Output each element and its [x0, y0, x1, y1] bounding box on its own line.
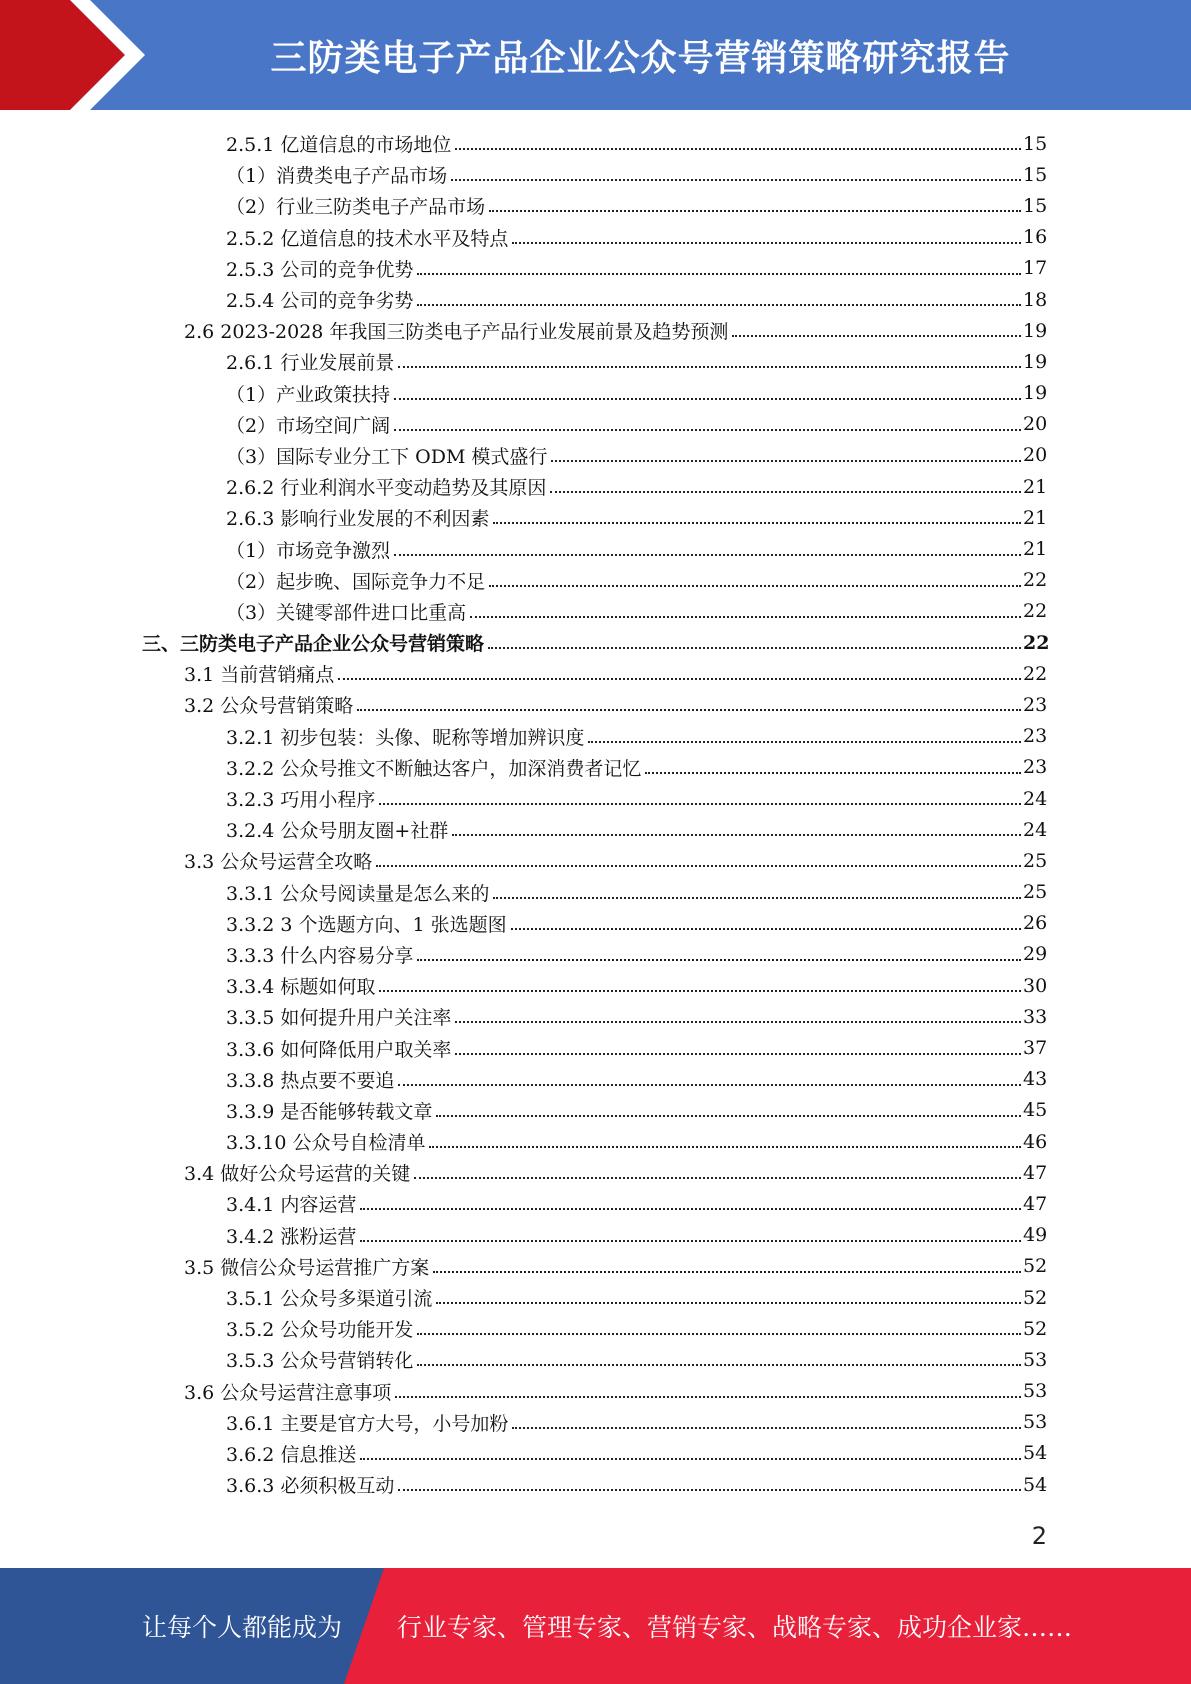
toc-entry-label: 3.3.5 如何提升用户关注率 — [226, 1007, 452, 1030]
toc-entry-page: 15 — [1023, 194, 1048, 217]
toc-dot-leader — [436, 1301, 1021, 1304]
footer-band — [0, 1568, 1191, 1684]
toc-entry[interactable] — [0, 1064, 1191, 1095]
toc-entry[interactable] — [0, 502, 1191, 533]
toc-entry-label: 3.5.2 公众号功能开发 — [226, 1319, 414, 1342]
toc-entry-label: 3.3.6 如何降低用户取关率 — [226, 1038, 452, 1061]
toc-entry-page: 19 — [1023, 382, 1048, 405]
toc-entry-label: （2）市场空间广阔 — [226, 414, 391, 437]
toc-entry-page: 23 — [1023, 725, 1048, 748]
toc-entry-page: 20 — [1023, 444, 1048, 467]
toc-entry-page: 49 — [1023, 1224, 1048, 1247]
toc-dot-leader — [551, 459, 1021, 462]
toc-entry[interactable] — [0, 1220, 1191, 1251]
toc-dot-leader — [455, 1052, 1021, 1055]
toc-entry-label: 3.3.8 热点要不要追 — [226, 1069, 395, 1092]
toc-entry-page: 53 — [1023, 1348, 1048, 1371]
toc-entry[interactable] — [0, 1126, 1191, 1157]
toc-entry-label: 3.2.2 公众号推文不断触达客户，加深消费者记忆 — [226, 757, 642, 780]
toc-entry[interactable] — [0, 1469, 1191, 1500]
toc-dot-leader — [433, 1270, 1021, 1273]
toc-entry[interactable] — [0, 1313, 1191, 1344]
toc-dot-leader — [493, 896, 1021, 899]
toc-dot-leader — [360, 1207, 1021, 1210]
toc-entry[interactable] — [0, 627, 1191, 658]
toc-entry-label: 3.2.1 初步包装：头像、昵称等增加辨识度 — [226, 726, 585, 749]
toc-dot-leader — [436, 1114, 1021, 1117]
toc-entry-label: 3.6.1 主要是官方大号，小号加粉 — [226, 1412, 509, 1435]
toc-dot-leader — [414, 1176, 1021, 1179]
toc-entry-label: （1）消费类电子产品市场 — [226, 165, 448, 188]
toc-dot-leader — [470, 615, 1021, 618]
toc-entry[interactable] — [0, 378, 1191, 409]
toc-entry-page: 54 — [1023, 1442, 1048, 1465]
toc-entry-label: 3.4.1 内容运营 — [226, 1194, 357, 1217]
toc-entry-label: 3.5.1 公众号多渠道引流 — [226, 1288, 433, 1311]
toc-entry[interactable] — [0, 596, 1191, 627]
toc-dot-leader — [429, 1145, 1021, 1148]
header-band — [0, 0, 1191, 110]
toc-entry-label: （3）国际专业分工下 ODM 模式盛行 — [226, 445, 548, 468]
toc-dot-leader — [417, 272, 1021, 275]
toc-entry-page: 22 — [1023, 600, 1048, 623]
toc-dot-leader — [357, 708, 1021, 711]
toc-entry-page: 46 — [1023, 1130, 1048, 1153]
toc-entry-label: （1）产业政策扶持 — [226, 383, 391, 406]
toc-entry[interactable] — [0, 721, 1191, 752]
toc-dot-leader — [489, 584, 1021, 587]
toc-entry[interactable] — [0, 845, 1191, 876]
toc-dot-leader — [488, 646, 1021, 649]
toc-entry[interactable] — [0, 1438, 1191, 1469]
toc-dot-leader — [417, 958, 1021, 961]
toc-entry-page: 37 — [1023, 1037, 1048, 1060]
table-of-contents — [0, 128, 1191, 1500]
toc-entry-page: 52 — [1023, 1255, 1048, 1278]
footer-slogan-left: 让每个人都能成为 — [142, 1613, 343, 1642]
toc-dot-leader — [394, 397, 1021, 400]
toc-entry-page: 29 — [1023, 943, 1048, 966]
toc-entry-label: 3.2 公众号营销策略 — [184, 695, 354, 718]
toc-entry-page: 23 — [1023, 693, 1048, 716]
toc-entry[interactable] — [0, 1344, 1191, 1375]
toc-entry[interactable] — [0, 409, 1191, 440]
toc-entry-label: 2.6.1 行业发展前景 — [226, 352, 395, 375]
toc-dot-leader — [455, 1020, 1021, 1023]
toc-dot-leader — [588, 740, 1021, 743]
toc-dot-leader — [398, 365, 1021, 368]
toc-entry-label: 3.2.3 巧用小程序 — [226, 789, 376, 812]
toc-entry-label: 3.3.4 标题如何取 — [226, 976, 376, 999]
toc-entry[interactable] — [0, 1095, 1191, 1126]
toc-entry-label: 3.3.1 公众号阅读量是怎么来的 — [226, 882, 490, 905]
toc-entry-label: 2.5.1 亿道信息的市场地位 — [226, 134, 452, 157]
toc-dot-leader — [493, 521, 1021, 524]
toc-dot-leader — [398, 1083, 1021, 1086]
toc-entry-page: 18 — [1023, 288, 1048, 311]
toc-entry-label: 3.3.3 什么内容易分享 — [226, 944, 414, 967]
toc-entry-page: 47 — [1023, 1192, 1048, 1215]
toc-entry-label: 三、三防类电子产品企业公众号营销策略 — [142, 633, 485, 656]
toc-entry[interactable] — [0, 190, 1191, 221]
toc-dot-leader — [451, 178, 1021, 181]
toc-entry-label: 2.6 2023-2028 年我国三防类电子产品行业发展前景及趋势预测 — [184, 321, 729, 344]
toc-dot-leader — [645, 771, 1021, 774]
toc-entry-label: 3.3.2 3 个选题方向、1 张选题图 — [226, 913, 507, 936]
toc-entry-page: 19 — [1023, 350, 1048, 373]
page-number: 2 — [1031, 1522, 1047, 1550]
toc-entry[interactable] — [0, 284, 1191, 315]
toc-dot-leader — [360, 1457, 1021, 1460]
toc-entry-page: 53 — [1023, 1411, 1048, 1434]
toc-entry-label: 3.3 公众号运营全攻略 — [184, 851, 373, 874]
toc-entry-page: 52 — [1023, 1317, 1048, 1340]
toc-entry-label: 2.6.2 行业利润水平变动趋势及其原因 — [226, 477, 547, 500]
toc-entry-label: （2）起步晚、国际竞争力不足 — [226, 570, 486, 593]
footer-slogan-right: 行业专家、管理专家、营销专家、战略专家、成功企业家…… — [397, 1613, 1073, 1642]
toc-entry-page: 22 — [1023, 662, 1048, 685]
toc-entry-label: 3.4.2 涨粉运营 — [226, 1225, 357, 1248]
toc-entry-page: 22 — [1023, 569, 1048, 592]
toc-entry[interactable] — [0, 565, 1191, 596]
toc-entry-label: 3.6.2 信息推送 — [226, 1443, 357, 1466]
toc-entry[interactable] — [0, 689, 1191, 720]
toc-entry-page: 21 — [1023, 475, 1048, 498]
toc-entry-label: （2）行业三防类电子产品市场 — [226, 196, 486, 219]
toc-entry[interactable] — [0, 222, 1191, 253]
toc-dot-leader — [511, 927, 1021, 930]
toc-entry[interactable] — [0, 939, 1191, 970]
toc-entry-page: 15 — [1023, 163, 1048, 186]
toc-entry[interactable] — [0, 346, 1191, 377]
toc-entry-page: 24 — [1023, 818, 1048, 841]
toc-entry[interactable] — [0, 440, 1191, 471]
toc-entry[interactable] — [0, 1032, 1191, 1063]
toc-entry[interactable] — [0, 128, 1191, 159]
toc-entry[interactable] — [0, 752, 1191, 783]
toc-entry-page: 25 — [1023, 881, 1048, 904]
toc-dot-leader — [732, 334, 1021, 337]
toc-dot-leader — [550, 490, 1021, 493]
toc-entry[interactable] — [0, 970, 1191, 1001]
toc-entry[interactable] — [0, 471, 1191, 502]
toc-entry-label: 3.5.3 公众号营销转化 — [226, 1350, 414, 1373]
toc-entry-label: （3）关键零部件进口比重高 — [226, 601, 467, 624]
toc-entry-label: 3.2.4 公众号朋友圈+社群 — [226, 820, 449, 843]
toc-entry[interactable] — [0, 783, 1191, 814]
toc-entry-label: （1）市场竞争激烈 — [226, 539, 391, 562]
toc-entry[interactable] — [0, 253, 1191, 284]
toc-dot-leader — [394, 428, 1021, 431]
toc-entry-page: 15 — [1023, 132, 1048, 155]
toc-dot-leader — [489, 209, 1021, 212]
toc-dot-leader — [394, 553, 1021, 556]
toc-dot-leader — [512, 241, 1021, 244]
toc-entry[interactable] — [0, 533, 1191, 564]
toc-entry[interactable] — [0, 1376, 1191, 1407]
toc-entry-label: 3.3.9 是否能够转载文章 — [226, 1100, 433, 1123]
toc-entry-page: 53 — [1023, 1380, 1048, 1403]
toc-dot-leader — [395, 1395, 1021, 1398]
toc-entry[interactable] — [0, 1188, 1191, 1219]
toc-entry-label: 3.3.10 公众号自检清单 — [226, 1132, 426, 1155]
toc-dot-leader — [417, 1332, 1021, 1335]
toc-entry-page: 19 — [1023, 319, 1048, 342]
toc-entry[interactable] — [0, 1282, 1191, 1313]
toc-entry[interactable] — [0, 877, 1191, 908]
toc-dot-leader — [452, 833, 1021, 836]
toc-entry-page: 17 — [1023, 257, 1048, 280]
toc-entry-page: 25 — [1023, 849, 1048, 872]
toc-dot-leader — [398, 1488, 1021, 1491]
toc-entry-label: 3.6.3 必须积极互动 — [226, 1475, 395, 1498]
report-title: 三防类电子产品企业公众号营销策略研究报告 — [270, 37, 1011, 79]
toc-entry-page: 47 — [1023, 1161, 1048, 1184]
toc-dot-leader — [379, 989, 1021, 992]
toc-dot-leader — [338, 677, 1021, 680]
toc-entry-label: 2.6.3 影响行业发展的不利因素 — [226, 508, 490, 531]
toc-entry[interactable] — [0, 1407, 1191, 1438]
toc-entry-page: 16 — [1023, 226, 1048, 249]
toc-entry[interactable] — [0, 315, 1191, 346]
toc-entry-label: 2.5.2 亿道信息的技术水平及特点 — [226, 227, 509, 250]
toc-entry-page: 52 — [1023, 1286, 1048, 1309]
toc-dot-leader — [360, 1239, 1021, 1242]
toc-dot-leader — [376, 864, 1021, 867]
toc-entry-page: 23 — [1023, 756, 1048, 779]
toc-entry[interactable] — [0, 1001, 1191, 1032]
toc-entry-page: 22 — [1023, 631, 1050, 654]
toc-dot-leader — [455, 147, 1021, 150]
toc-entry[interactable] — [0, 658, 1191, 689]
toc-entry-page: 21 — [1023, 506, 1048, 529]
toc-entry-label: 3.4 做好公众号运营的关键 — [184, 1163, 411, 1186]
toc-entry[interactable] — [0, 908, 1191, 939]
toc-entry[interactable] — [0, 159, 1191, 190]
toc-entry-label: 2.5.3 公司的竞争优势 — [226, 258, 414, 281]
toc-entry-page: 54 — [1023, 1473, 1048, 1496]
toc-dot-leader — [512, 1426, 1021, 1429]
toc-dot-leader — [417, 303, 1021, 306]
toc-entry-label: 3.6 公众号运营注意事项 — [184, 1381, 392, 1404]
toc-entry-page: 20 — [1023, 413, 1048, 436]
toc-entry-label: 3.5 微信公众号运营推广方案 — [184, 1256, 430, 1279]
toc-entry-page: 45 — [1023, 1099, 1048, 1122]
toc-dot-leader — [417, 1363, 1021, 1366]
toc-entry-page: 21 — [1023, 538, 1048, 561]
toc-entry[interactable] — [0, 814, 1191, 845]
toc-dot-leader — [379, 802, 1021, 805]
toc-entry[interactable] — [0, 1251, 1191, 1282]
toc-entry[interactable] — [0, 1157, 1191, 1188]
toc-entry-page: 43 — [1023, 1068, 1048, 1091]
toc-entry-page: 30 — [1023, 974, 1048, 997]
header-arrow-accent — [0, 0, 160, 110]
toc-entry-label: 3.1 当前营销痛点 — [184, 664, 335, 687]
toc-entry-label: 2.5.4 公司的竞争劣势 — [226, 290, 414, 313]
toc-entry-page: 24 — [1023, 787, 1048, 810]
toc-entry-page: 26 — [1023, 912, 1048, 935]
toc-entry-page: 33 — [1023, 1005, 1048, 1028]
